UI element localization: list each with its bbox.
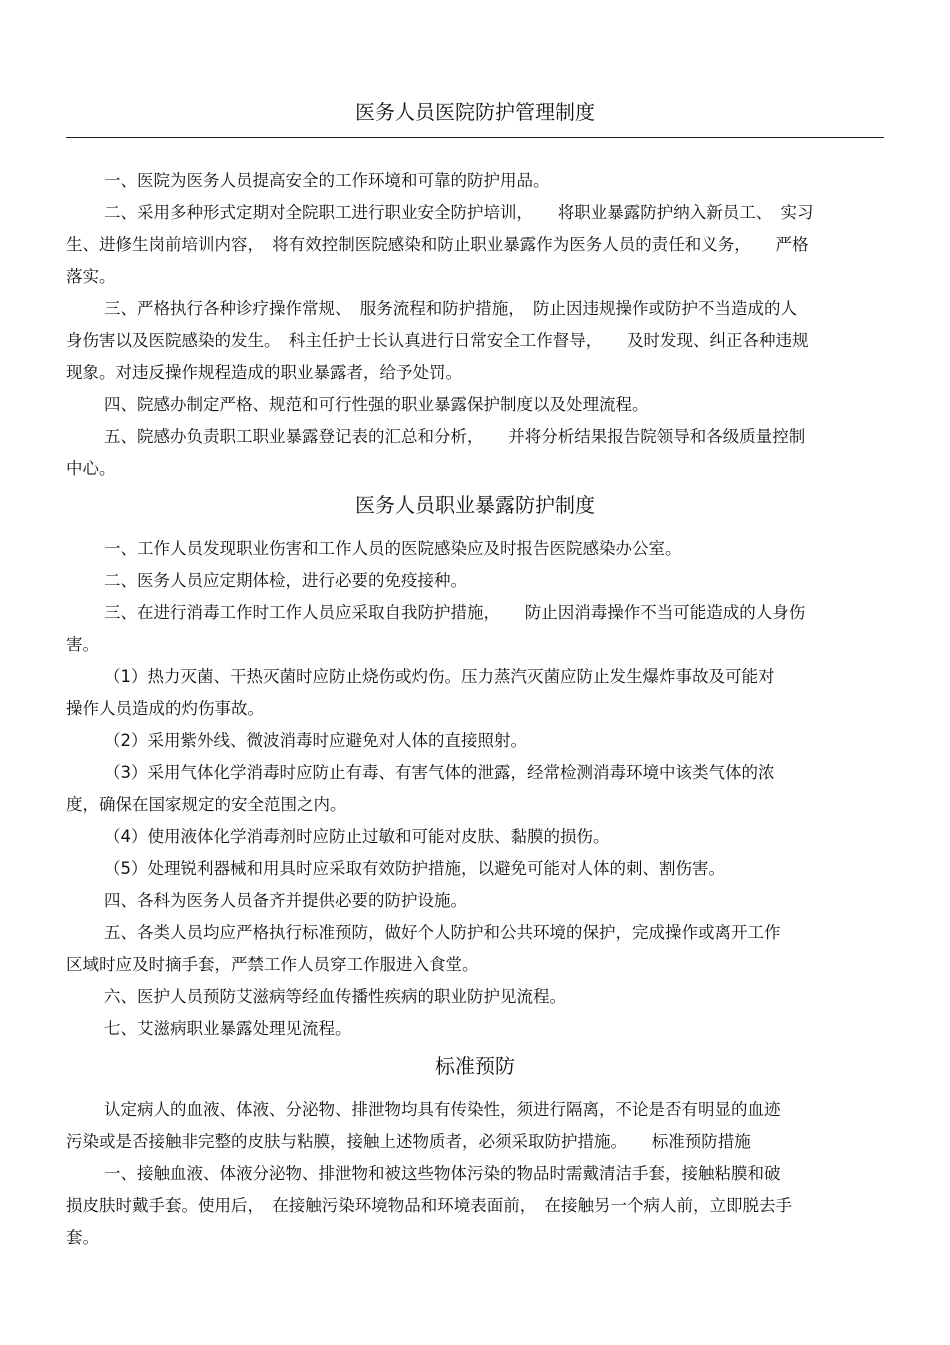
text-line: 二、采用多种形式定期对全院职工进行职业安全防护培训， 将职业暴露防护纳入新员工、 实习 bbox=[104, 203, 814, 222]
text-line: 六、医护人员预防艾滋病等经血传播性疾病的职业防护见流程。 bbox=[104, 987, 566, 1006]
section-title: 标准预防 bbox=[435, 1054, 515, 1078]
text-line: 二、医务人员应定期体检，进行必要的免疫接种。 bbox=[104, 571, 467, 590]
text-line: 中心。 bbox=[66, 459, 116, 478]
text-line: 五、各类人员均应严格执行标准预防，做好个人防护和公共环境的保护，完成操作或离开工作 bbox=[104, 923, 781, 942]
section-title: 医务人员职业暴露防护制度 bbox=[355, 493, 595, 517]
text-line: 落实。 bbox=[66, 267, 116, 286]
text-line: 现象。对违反操作规程造成的职业暴露者，给予处罚。 bbox=[66, 363, 462, 382]
text-line: 污染或是否接触非完整的皮肤与粘膜，接触上述物质者，必须采取防护措施。 标准预防措施 bbox=[66, 1132, 751, 1151]
text-line: 三、严格执行各种诊疗操作常规、 服务流程和防护措施， 防止因违规操作或防护不当造成的人 bbox=[104, 299, 797, 318]
text-line: 操作人员造成的灼伤事故。 bbox=[66, 699, 264, 718]
text-line: 一、接触血液、体液分泌物、排泄物和被这些物体污染的物品时需戴清洁手套，接触粘膜和破 bbox=[104, 1164, 781, 1183]
text-line: 认定病人的血液、体液、分泌物、排泄物均具有传染性，须进行隔离，不论是否有明显的血迹 bbox=[104, 1100, 781, 1119]
text-line: 身伤害以及医院感染的发生。 科主任护士长认真进行日常安全工作督导， 及时发现、纠正各种违规 bbox=[66, 331, 809, 350]
text-line: 损皮肤时戴手套。使用后， 在接触污染环境物品和环境表面前， 在接触另一个病人前，立即脱去手 bbox=[66, 1196, 792, 1215]
text-line: 一、工作人员发现职业伤害和工作人员的医院感染应及时报告医院感染办公室。 bbox=[104, 539, 682, 558]
title-divider bbox=[66, 137, 884, 138]
text-line: 度，确保在国家规定的安全范围之内。 bbox=[66, 795, 347, 814]
text-line: 四、各科为医务人员备齐并提供必要的防护设施。 bbox=[104, 891, 467, 910]
text-line: 害。 bbox=[66, 635, 99, 654]
text-line: （4）使用液体化学消毒剂时应防止过敏和可能对皮肤、黏膜的损伤。 bbox=[104, 827, 610, 846]
text-line: 四、院感办制定严格、规范和可行性强的职业暴露保护制度以及处理流程。 bbox=[104, 395, 649, 414]
text-line: 七、艾滋病职业暴露处理见流程。 bbox=[104, 1019, 352, 1038]
text-line: （2）采用紫外线、微波消毒时应避免对人体的直接照射。 bbox=[104, 731, 527, 750]
text-line: （3）采用气体化学消毒时应防止有毒、有害气体的泄露，经常检测消毒环境中该类气体的浓 bbox=[104, 763, 775, 782]
text-line: 套。 bbox=[66, 1228, 99, 1247]
section-title: 医务人员医院防护管理制度 bbox=[355, 100, 595, 124]
text-line: 五、院感办负责职工职业暴露登记表的汇总和分析， 并将分析结果报告院领导和各级质量控制 bbox=[104, 427, 806, 446]
text-line: 区域时应及时摘手套，严禁工作人员穿工作服进入食堂。 bbox=[66, 955, 479, 974]
text-line: 三、在进行消毒工作时工作人员应采取自我防护措施， 防止因消毒操作不当可能造成的人身伤 bbox=[104, 603, 806, 622]
text-line: （1）热力灭菌、干热灭菌时应防止烧伤或灼伤。压力蒸汽灭菌应防止发生爆炸事故及可能对 bbox=[104, 667, 775, 686]
text-line: （5）处理锐利器械和用具时应采取有效防护措施，以避免可能对人体的刺、割伤害。 bbox=[104, 859, 725, 878]
text-line: 生、进修生岗前培训内容， 将有效控制医院感染和防止职业暴露作为医务人员的责任和义务， 严格 bbox=[66, 235, 809, 254]
text-line: 一、医院为医务人员提高安全的工作环境和可靠的防护用品。 bbox=[104, 171, 550, 190]
